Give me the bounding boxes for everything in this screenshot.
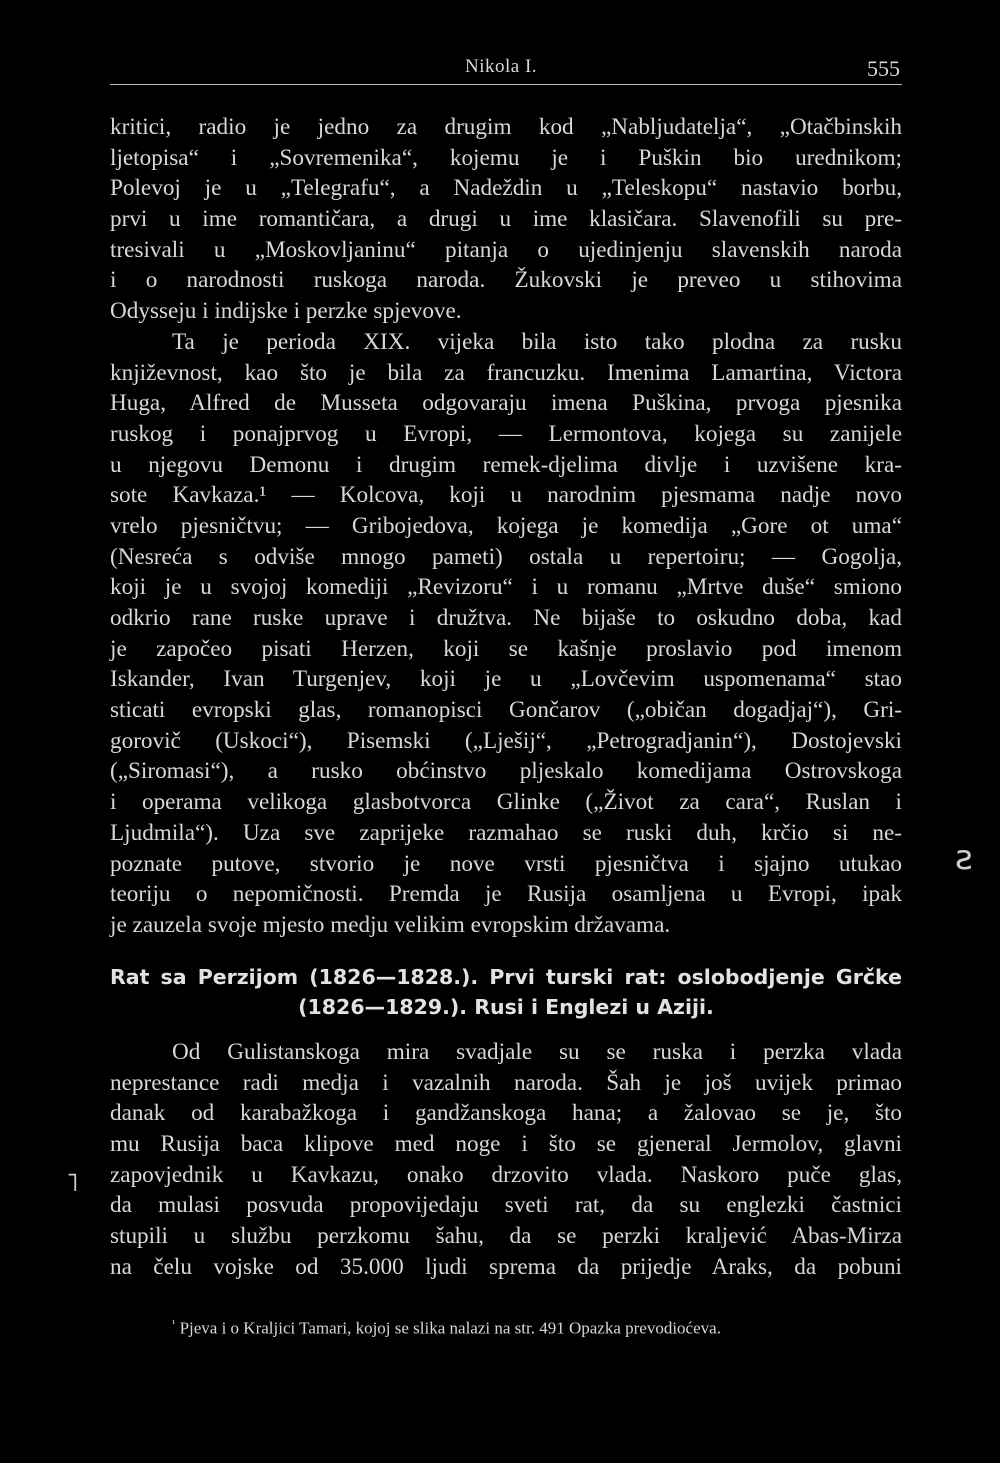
running-title: Nikola I. — [465, 56, 538, 77]
text-line: Polevoj je u „Telegrafu“, a Nadeždin u „Teleskopu“ nastavio borbu, — [110, 175, 902, 202]
text-line: sote Kavkaza.¹ — Kolcova, koji u narodnim pjesmama nadje novo — [110, 482, 902, 509]
text-line: prvi u ime romantičara, a drugi u ime klasičara. Slavenofili su pre- — [110, 206, 902, 233]
page-number: 555 — [867, 56, 900, 81]
section-text-block — [110, 1037, 902, 1283]
margin-annotation-right: ꙅ — [955, 838, 973, 878]
heading-line: (1826—1829.). Rusi i Englezi u Aziji. — [298, 995, 714, 1019]
text-line: mu Rusija baca klipove med noge i što se gjeneral Jermolov, glavni — [110, 1131, 902, 1158]
footnote-text: Pjeva i o Kraljici Tamari, kojoj se slika nalazi na str. 491 Opazka prevodioćeva. — [175, 1318, 721, 1338]
text-line: u njegovu Demonu i drugim remek-djelima divlje i uzvišene kra- — [110, 451, 902, 478]
text-line: Ljudmila“). Uza sve zaprijeke razmahao se ruski duh, krčio si ne- — [110, 819, 902, 846]
text-line: Odysseju i indijske i perzke spjevove. — [110, 298, 462, 325]
text-line: teoriju o nepomičnosti. Premda je Rusija osamljena u Evropi, ipak — [110, 881, 902, 908]
text-line: neprestance radi medja i vazalnih naroda. Šah je još uvijek primao — [110, 1069, 902, 1096]
text-line: („Siromasi“), a rusko obćinstvo pljeskalo komedijama Ostrovskoga — [110, 758, 902, 785]
text-line: ljetopisa“ i „Sovremenika“, kojemu je i Puškin bio urednikom; — [110, 144, 902, 171]
text-line: odkrio rane ruske uprave i družtva. Ne bijaše to oskudno doba, kad — [110, 605, 902, 631]
text-line: Huga, Alfred de Musseta odgovaraju imena Puškina, prvoga pjesnika — [110, 390, 902, 417]
text-line: zapovjednik u Kavkazu, onako drzovito vlada. Naskoro puče glas, — [110, 1161, 902, 1188]
text-line: stupili u službu perzkomu šahu, da se perzki kraljević Abas-Mirza — [110, 1223, 902, 1250]
page-header — [110, 50, 902, 85]
text-line: da mulasi posvuda propovijedaju sveti rat, da su englezki častnici — [110, 1192, 902, 1219]
text-line: sticati evropski glas, romanopisci Gončarov („običan dogadjaj“), Gri- — [110, 697, 902, 724]
text-line: tresivali u „Moskovljaninu“ pitanja o ujedinjenju slavenskih naroda — [110, 236, 902, 263]
text-line: Iskander, Ivan Turgenjev, koji je u „Lovčevim uspomenama“ stao — [110, 666, 902, 693]
text-line: je započeo pisati Herzen, koji se kašnje proslavio pod imenom — [110, 635, 902, 662]
text-line: i operama velikoga glasbotvorca Glinke („Život za cara“, Ruslan i — [110, 789, 902, 816]
text-line: gorovič (Uskoci“), Pisemski („Lješij“, „Petrogradjanin“), Dostojevski — [110, 727, 902, 754]
section-heading — [110, 962, 902, 1022]
text-line: ruskog i ponajprvog u Evropi, — Lermontova, kojega su zanijele — [110, 420, 902, 447]
margin-annotation-left: ˥ — [66, 1168, 79, 1198]
heading-line: Rat sa Perzijom (1826—1828.). Prvi turski rat: oslobodjenje Grčke — [110, 965, 902, 989]
text-line: i o narodnosti ruskoga naroda. Žukovski je preveo u stihovima — [110, 267, 902, 294]
text-line: poznate putove, stvorio je nove vrsti pjesničtva i sjajno utukao — [110, 850, 902, 877]
text-line: koji je u svojoj komediji „Revizoru“ i u romanu „Mrtve duše“ smiono — [110, 574, 902, 601]
text-line: Ta je perioda XIX. vijeka bila isto tako plodna za rusku — [172, 328, 902, 355]
footnote-marker: ¹ — [172, 1318, 176, 1330]
text-line: književnost, kao što je bila za francuzku. Imenima Lamartina, Victora — [110, 359, 902, 386]
text-line: je zauzela svoje mjesto medju velikim evropskim državama. — [110, 911, 671, 938]
text-line: vrelo pjesničtvu; — Gribojedova, kojega je komedija „Gore ot uma“ — [110, 512, 902, 539]
text-line: danak od karabažkoga i gandžanskoga hana; a žalovao se je, što — [110, 1100, 902, 1127]
text-line: na čelu vojske od 35.000 ljudi sprema da prijedje Araks, da pobuni — [110, 1253, 902, 1280]
text-line: Od Gulistanskoga mira svadjale su se ruska i perzka vlada — [172, 1039, 902, 1065]
main-text-block — [110, 112, 902, 941]
text-line: (Nesreća s odviše mnogo pameti) ostala u repertoiru; — Gogolja, — [110, 543, 902, 570]
text-line: kritici, radio je jedno za drugim kod „Nabljudatelja“, „Otačbinskih — [110, 114, 902, 140]
footnote — [172, 1318, 912, 1339]
